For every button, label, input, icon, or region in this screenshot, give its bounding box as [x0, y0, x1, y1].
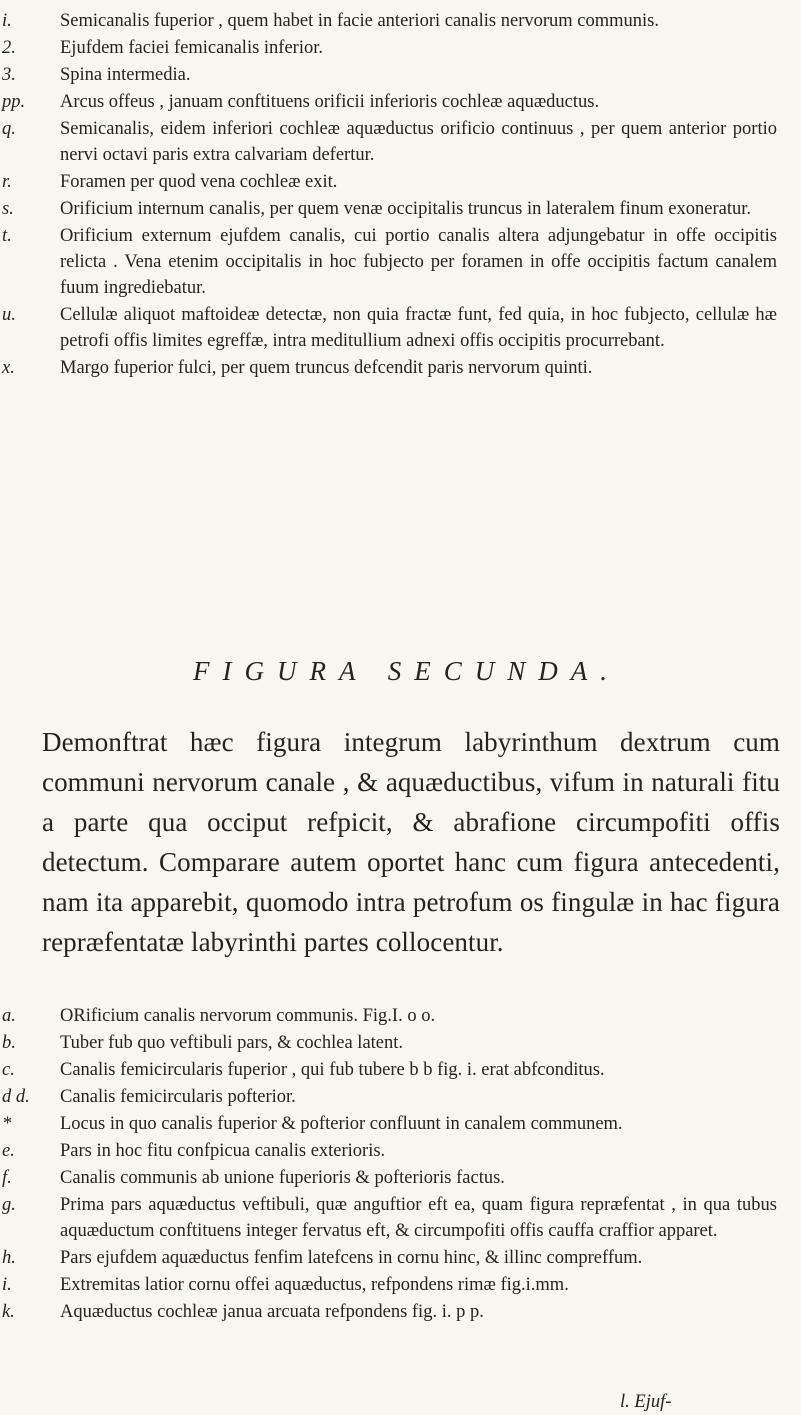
entry-text: Margo fuperior fulci, per quem truncus defcendit paris nervorum quinti. — [60, 358, 593, 378]
legend-entry — [0, 196, 801, 222]
entry-marker: u. — [2, 305, 16, 325]
legend-entry — [0, 1273, 801, 1299]
entry-marker: i. — [2, 1274, 12, 1295]
entry-text: Semicanalis, eidem inferiori cochleæ aquæductus orificio continuus , per quem anterior portio nervi octavi paris extra calvariam defertur. — [60, 119, 777, 165]
entry-marker: e. — [2, 1141, 15, 1161]
entry-text: Ejufdem faciei femicanalis inferior. — [60, 38, 323, 58]
legend-entry — [0, 62, 801, 88]
entry-marker: k. — [2, 1301, 15, 1322]
upper-legend — [0, 8, 801, 382]
legend-entry — [0, 1246, 801, 1272]
entry-text: Locus in quo canalis fuperior & pofterior confluunt in canalem communem. — [60, 1114, 623, 1134]
legend-entry — [0, 89, 801, 115]
legend-entry — [0, 1300, 801, 1326]
catchword: l. Ejuf- — [620, 1392, 672, 1412]
entry-text: Orificium externum ejufdem canalis, cui portio canalis altera adjungebatur in offe occipitis relicta . Vena etenim occipitalis in hoc fubjecto per foramen in offe occipitis factum canalem fuum ingrediebatur. — [60, 226, 777, 298]
entry-text: Pars in hoc fitu confpicua canalis exterioris. — [60, 1141, 386, 1161]
section-heading: FIGURA SECUNDA. — [193, 656, 620, 686]
entry-marker: x. — [2, 358, 15, 378]
legend-entry — [0, 116, 801, 168]
entry-marker: * — [2, 1114, 12, 1134]
entry-marker: t. — [2, 226, 12, 246]
legend-entry — [0, 1058, 801, 1084]
legend-entry — [0, 1004, 801, 1030]
entry-text: Foramen per quod vena cochleæ exit. — [60, 172, 338, 192]
legend-entry — [0, 1139, 801, 1165]
legend-entry — [0, 1112, 801, 1138]
legend-entry — [0, 223, 801, 301]
entry-text: Pars ejufdem aquæductus fenfim latefcens in cornu hinc, & illinc compreffum. — [60, 1247, 643, 1268]
legend-entry — [0, 1193, 801, 1244]
entry-text: Orificium internum canalis, per quem venæ occipitalis truncus in lateralem finum exoneratur. — [60, 199, 751, 219]
entry-text: Arcus offeus , januam conftituens orificii inferioris cochleæ aquæductus. — [60, 92, 600, 112]
entry-marker: 2. — [2, 38, 16, 58]
legend-entry — [0, 302, 801, 354]
entry-text: Extremitas latior cornu offei aquæductus, refpondens rimæ fig.i.mm. — [60, 1274, 569, 1295]
entry-text: Canalis femicircularis fuperior , qui fub tubere b b fig. i. erat abfconditus. — [60, 1060, 605, 1080]
entry-marker: f. — [2, 1168, 12, 1188]
entry-text: Tuber fub quo veftibuli pars, & cochlea latent. — [60, 1033, 404, 1053]
entry-marker: i. — [2, 11, 12, 31]
entry-text: Cellulæ aliquot maftoideæ detectæ, non quia fractæ funt, fed quia, in hoc fubjecto, cellulæ hæ petrofi offis limites egreffæ, intra meditullium adnexi offis occipitis procurrebant. — [60, 305, 777, 351]
entry-text: Prima pars aquæductus veftibuli, quæ anguftior eft ea, quam figura repræfentat , in qua tubus aquæductum conftituens integer fervatus eft, & circumpofiti offis cauffa craffior apparet. — [60, 1195, 777, 1241]
legend-entry — [0, 169, 801, 195]
entry-marker: 3. — [2, 65, 16, 85]
legend-entry — [0, 1085, 801, 1111]
entry-text: Semicanalis fuperior , quem habet in facie anteriori canalis nervorum communis. — [60, 11, 659, 31]
intro-paragraph: Demonftrat hæc figura integrum labyrinthum dextrum cum communi nervorum canale , & aquæductibus, vifum in naturali fitu a parte qua occiput refpicit, & abrafione circumpofiti offis detectum. Comparare autem oportet hanc cum figura antecedenti, nam ita apparebit, quomodo intra petrofum os fingulæ in hac figura repræfentatæ labyrinthi partes collocentur. — [42, 727, 780, 957]
entry-text: Aquæductus cochleæ janua arcuata refpondens fig. i. p p. — [60, 1301, 484, 1322]
legend-entry — [0, 355, 801, 381]
entry-marker: q. — [2, 119, 16, 139]
legend-entry — [0, 8, 801, 34]
entry-text: Canalis communis ab unione fuperioris & pofterioris factus. — [60, 1168, 505, 1188]
entry-text: ORificium canalis nervorum communis. Fig.I. o o. — [60, 1006, 436, 1026]
entry-marker: h. — [2, 1247, 16, 1268]
legend-entry — [0, 35, 801, 61]
entry-marker: r. — [2, 172, 12, 192]
entry-marker: a. — [2, 1006, 16, 1026]
lower-legend — [0, 1004, 801, 1327]
entry-marker: s. — [2, 199, 14, 219]
entry-marker: g. — [2, 1195, 16, 1215]
legend-entry — [0, 1166, 801, 1192]
entry-marker: b. — [2, 1033, 16, 1053]
legend-entry — [0, 1031, 801, 1057]
entry-text: Spina intermedia. — [60, 65, 191, 85]
entry-marker: pp. — [2, 92, 26, 112]
entry-marker: d d. — [2, 1087, 30, 1107]
entry-text: Canalis femicircularis pofterior. — [60, 1087, 296, 1107]
entry-marker: c. — [2, 1060, 15, 1080]
